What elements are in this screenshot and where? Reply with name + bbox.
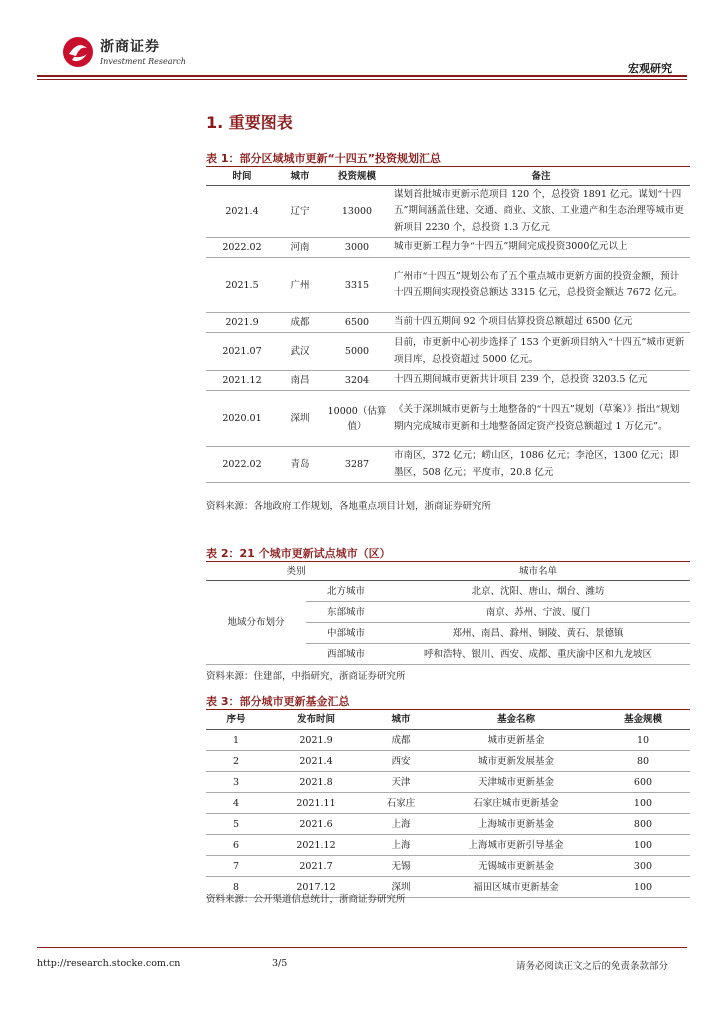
cell-no: 5	[206, 814, 266, 835]
cell-fund: 城市更新基金	[436, 730, 596, 751]
cell-region: 中部城市	[306, 623, 386, 644]
cell-cities: 南京、苏州、宁波、厦门	[386, 602, 690, 623]
table-row	[206, 186, 690, 238]
table-row	[206, 793, 690, 814]
cell-size: 10	[596, 730, 690, 751]
cell-city: 青岛	[278, 447, 322, 483]
cell-time: 2021.5	[206, 258, 278, 313]
table-row	[206, 730, 690, 751]
cell-city: 深圳	[278, 391, 322, 447]
table-header-row	[206, 167, 690, 186]
cell-city: 成都	[278, 313, 322, 333]
cell-fund: 上海城市更新引导基金	[436, 835, 596, 856]
table-row	[206, 835, 690, 856]
cell-date: 2021.9	[266, 730, 366, 751]
cell-fund: 天津城市更新基金	[436, 772, 596, 793]
cell-no: 7	[206, 856, 266, 877]
header-divider	[37, 75, 687, 77]
col-header-fund-name: 基金名称	[436, 710, 596, 730]
cell-note: 城市更新工程力争“十四五”期间完成投资3000亿元以上	[392, 238, 690, 258]
cell-note: 十四五期间城市更新共计项目 239 个，总投资 3203.5 亿元	[392, 371, 690, 391]
col-header-time: 时间	[206, 167, 278, 186]
table-row	[206, 581, 690, 602]
cell-fund: 福田区城市更新基金	[436, 877, 596, 898]
cell-region: 东部城市	[306, 602, 386, 623]
cell-fund: 无锡城市更新基金	[436, 856, 596, 877]
cell-date: 2021.4	[266, 751, 366, 772]
table1-source: 资料来源：各地政府工作规划，各地重点项目计划，浙商证券研究所	[206, 501, 492, 512]
cell-note: 市南区，372 亿元；崂山区，1086 亿元；李沧区，1300 亿元；即墨区，508 亿元；平度市，20.8 亿元	[392, 447, 690, 483]
cell-date: 2021.6	[266, 814, 366, 835]
cell-city: 石家庄	[366, 793, 436, 814]
cell-no: 4	[206, 793, 266, 814]
col-header-amount: 投资规模	[322, 167, 392, 186]
table1-caption: 表 1：部分区域城市更新“十四五”投资规划汇总	[206, 152, 441, 165]
table-row	[206, 391, 690, 447]
cell-fund: 上海城市更新基金	[436, 814, 596, 835]
header-divider-thin	[37, 79, 687, 80]
fund-summary-table	[206, 710, 690, 898]
cell-city: 武汉	[278, 333, 322, 371]
cell-amount: 3204	[322, 371, 392, 391]
cell-date: 2017.12	[266, 877, 366, 898]
cell-amount: 5000	[322, 333, 392, 371]
cell-note: 谋划首批城市更新示范项目 120 个，总投资 1891 亿元。谋划“十四五”期间涵盖住建、交通、商业、文旅、工业遗产和生态治理等城市更新项目 2230 个，总投资 1.3 万亿元	[392, 186, 690, 238]
cell-cities: 郑州、南昌、滁州、铜陵、黄石、景德镇	[386, 623, 690, 644]
table-row	[206, 856, 690, 877]
cell-date: 2021.11	[266, 793, 366, 814]
logo-mark-icon	[60, 34, 96, 70]
col-header-category: 类别	[206, 562, 386, 581]
cell-time: 2021.4	[206, 186, 278, 238]
cell-amount: 13000	[322, 186, 392, 238]
company-logo	[60, 34, 186, 74]
cell-date: 2021.8	[266, 772, 366, 793]
cell-amount: 3287	[322, 447, 392, 483]
table-row	[206, 238, 690, 258]
page-title: 1. 重要图表	[206, 113, 293, 132]
cell-time: 2022.02	[206, 447, 278, 483]
cell-time: 2021.9	[206, 313, 278, 333]
cell-size: 800	[596, 814, 690, 835]
cell-city: 无锡	[366, 856, 436, 877]
table2-caption: 表 2：21 个城市更新试点城市（区）	[206, 547, 391, 560]
cell-no: 1	[206, 730, 266, 751]
cell-city: 天津	[366, 772, 436, 793]
table2-source: 资料来源：住建部，中指研究，浙商证券研究所	[206, 671, 406, 682]
col-header-city-list: 城市名单	[386, 562, 690, 581]
cell-size: 80	[596, 751, 690, 772]
cell-date: 2021.7	[266, 856, 366, 877]
brand-name: 浙商证券	[100, 39, 160, 55]
table3-caption: 表 3：部分城市更新基金汇总	[206, 695, 350, 708]
col-header-note: 备注	[392, 167, 690, 186]
research-site-link[interactable]: http://research.stocke.com.cn	[37, 958, 181, 969]
table-header-row	[206, 562, 690, 581]
col-header-no: 序号	[206, 710, 266, 730]
cell-size: 300	[596, 856, 690, 877]
group-label: 地域分布划分	[206, 581, 306, 665]
pilot-cities-table	[206, 562, 690, 665]
table-row	[206, 371, 690, 391]
table-header-row	[206, 710, 690, 730]
cell-note: 当前十四五期间 92 个项目估算投资总额超过 6500 亿元	[392, 313, 690, 333]
investment-plan-table	[206, 167, 690, 483]
col-header-city: 城市	[278, 167, 322, 186]
cell-note: 目前，市更新中心初步选择了 153 个更新项目纳入“十四五”城市更新项目库，总投资超过 5000 亿元。	[392, 333, 690, 371]
cell-note: 《关于深圳城市更新与土地整备的“十四五”规划（草案）》指出“规划期内完成城市更新和土地整备固定资产投资总额超过 1 万亿元”。	[392, 391, 690, 447]
cell-no: 3	[206, 772, 266, 793]
cell-no: 2	[206, 751, 266, 772]
cell-amount: 3000	[322, 238, 392, 258]
brand-tagline: Investment Research	[100, 57, 186, 66]
cell-city: 广州	[278, 258, 322, 313]
cell-fund: 石家庄城市更新基金	[436, 793, 596, 814]
cell-time: 2020.01	[206, 391, 278, 447]
cell-amount: 3315	[322, 258, 392, 313]
cell-size: 600	[596, 772, 690, 793]
cell-city: 南昌	[278, 371, 322, 391]
cell-fund: 城市更新发展基金	[436, 751, 596, 772]
col-header-city: 城市	[366, 710, 436, 730]
cell-cities: 呼和浩特、银川、西安、成都、重庆渝中区和九龙坡区	[386, 644, 690, 665]
cell-no: 6	[206, 835, 266, 856]
table-row	[206, 772, 690, 793]
disclaimer-note: 请务必阅读正文之后的免责条款部分	[515, 961, 668, 972]
table-row	[206, 814, 690, 835]
cell-city: 辽宁	[278, 186, 322, 238]
footer-divider	[37, 947, 687, 948]
table-row	[206, 313, 690, 333]
table3-source: 资料来源：公开渠道信息统计，浙商证券研究所	[206, 894, 406, 905]
cell-city: 西安	[366, 751, 436, 772]
cell-region: 西部城市	[306, 644, 386, 665]
table-row	[206, 333, 690, 371]
table-row	[206, 258, 690, 313]
col-header-date: 发布时间	[266, 710, 366, 730]
page-number: 3/5	[272, 958, 288, 969]
cell-city: 上海	[366, 814, 436, 835]
cell-date: 2021.12	[266, 835, 366, 856]
cell-size: 100	[596, 877, 690, 898]
cell-amount: 6500	[322, 313, 392, 333]
cell-region: 北方城市	[306, 581, 386, 602]
cell-size: 100	[596, 835, 690, 856]
cell-time: 2022.02	[206, 238, 278, 258]
cell-city: 深圳	[366, 877, 436, 898]
cell-cities: 北京、沈阳、唐山、烟台、潍坊	[386, 581, 690, 602]
cell-time: 2021.12	[206, 371, 278, 391]
cell-note: 广州市“十四五”规划公布了五个重点城市更新方面的投资金额，预计十四五期间实现投资总额达 3315 亿元，总投资金额达 7672 亿元。	[392, 258, 690, 313]
section-label: 宏观研究	[628, 62, 672, 75]
cell-city: 成都	[366, 730, 436, 751]
cell-city: 上海	[366, 835, 436, 856]
cell-amount: 10000（估算值）	[322, 391, 392, 447]
cell-no: 8	[206, 877, 266, 898]
table-row	[206, 447, 690, 483]
col-header-fund-size: 基金规模	[596, 710, 690, 730]
cell-size: 100	[596, 793, 690, 814]
cell-city: 河南	[278, 238, 322, 258]
table-row	[206, 751, 690, 772]
cell-time: 2021.07	[206, 333, 278, 371]
